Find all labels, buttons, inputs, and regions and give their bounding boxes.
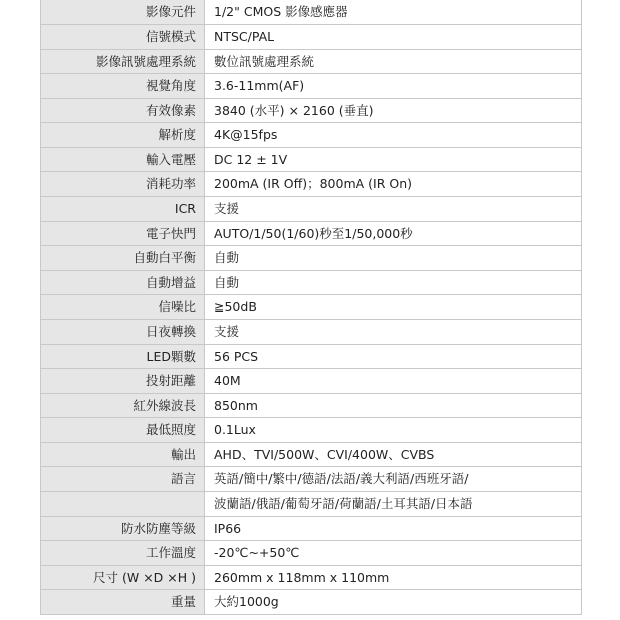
spec-value: 1/2" CMOS 影像感應器 xyxy=(205,0,581,24)
spec-value: AHD、TVI/500W、CVI/400W、CVBS xyxy=(205,443,581,467)
spec-row xyxy=(41,25,581,50)
spec-value: 自動 xyxy=(205,271,581,295)
spec-label: 語言 xyxy=(41,467,205,491)
spec-label: 防水防塵等級 xyxy=(41,517,205,541)
spec-row xyxy=(41,50,581,75)
spec-value: ≧50dB xyxy=(205,295,581,319)
spec-label: 信號模式 xyxy=(41,25,205,49)
spec-row xyxy=(41,222,581,247)
spec-value: 3.6-11mm(AF) xyxy=(205,74,581,98)
spec-value: NTSC/PAL xyxy=(205,25,581,49)
spec-row xyxy=(41,197,581,222)
spec-row xyxy=(41,394,581,419)
spec-value: 3840 (水平) × 2160 (垂直) xyxy=(205,99,581,123)
spec-row xyxy=(41,271,581,296)
spec-row xyxy=(41,566,581,591)
spec-row xyxy=(41,172,581,197)
spec-value: 數位訊號處理系統 xyxy=(205,50,581,74)
spec-table xyxy=(40,0,582,615)
spec-label: 有效像素 xyxy=(41,99,205,123)
spec-value: 大約1000g xyxy=(205,590,581,614)
spec-value: 260mm x 118mm x 110mm xyxy=(205,566,581,590)
spec-value: AUTO/1/50(1/60)秒至1/50,000秒 xyxy=(205,222,581,246)
spec-row xyxy=(41,443,581,468)
spec-value: 支援 xyxy=(205,320,581,344)
spec-value: -20℃~+50℃ xyxy=(205,541,581,565)
spec-label: 解析度 xyxy=(41,123,205,147)
spec-row xyxy=(41,320,581,345)
spec-row xyxy=(41,492,581,517)
spec-row xyxy=(41,369,581,394)
spec-label: 輸出 xyxy=(41,443,205,467)
spec-label: 紅外線波長 xyxy=(41,394,205,418)
spec-label: 重量 xyxy=(41,590,205,614)
spec-value: 56 PCS xyxy=(205,345,581,369)
spec-label: 信噪比 xyxy=(41,295,205,319)
spec-label: ICR xyxy=(41,197,205,221)
spec-value: 850nm xyxy=(205,394,581,418)
spec-row xyxy=(41,295,581,320)
spec-label: 日夜轉換 xyxy=(41,320,205,344)
spec-label: 影像訊號處理系統 xyxy=(41,50,205,74)
spec-value: IP66 xyxy=(205,517,581,541)
spec-label: LED顆數 xyxy=(41,345,205,369)
spec-label: 投射距離 xyxy=(41,369,205,393)
spec-row xyxy=(41,246,581,271)
spec-value: 波蘭語/俄語/葡萄牙語/荷蘭語/土耳其語/日本語 xyxy=(205,492,581,516)
spec-row xyxy=(41,517,581,542)
spec-label: 自動白平衡 xyxy=(41,246,205,270)
spec-value: 英語/簡中/繁中/德語/法語/義大利語/西班牙語/ xyxy=(205,467,581,491)
spec-label: 自動增益 xyxy=(41,271,205,295)
spec-label: 消耗功率 xyxy=(41,172,205,196)
spec-row xyxy=(41,418,581,443)
spec-label: 最低照度 xyxy=(41,418,205,442)
spec-row xyxy=(41,0,581,25)
spec-value: DC 12 ± 1V xyxy=(205,148,581,172)
spec-label: 視覺角度 xyxy=(41,74,205,98)
spec-row xyxy=(41,74,581,99)
spec-value: 40M xyxy=(205,369,581,393)
spec-value: 200mA (IR Off)；800mA (IR On) xyxy=(205,172,581,196)
spec-value: 支援 xyxy=(205,197,581,221)
spec-row xyxy=(41,99,581,124)
spec-label: 影像元件 xyxy=(41,0,205,24)
spec-label: 輸入電壓 xyxy=(41,148,205,172)
spec-value: 自動 xyxy=(205,246,581,270)
spec-value: 4K@15fps xyxy=(205,123,581,147)
spec-row xyxy=(41,590,581,615)
spec-label xyxy=(41,492,205,516)
spec-row xyxy=(41,123,581,148)
spec-row xyxy=(41,148,581,173)
spec-label: 電子快門 xyxy=(41,222,205,246)
spec-row xyxy=(41,345,581,370)
spec-row xyxy=(41,541,581,566)
spec-value: 0.1Lux xyxy=(205,418,581,442)
spec-label: 尺寸 (W ×D ×H ) xyxy=(41,566,205,590)
spec-label: 工作溫度 xyxy=(41,541,205,565)
spec-row xyxy=(41,467,581,492)
